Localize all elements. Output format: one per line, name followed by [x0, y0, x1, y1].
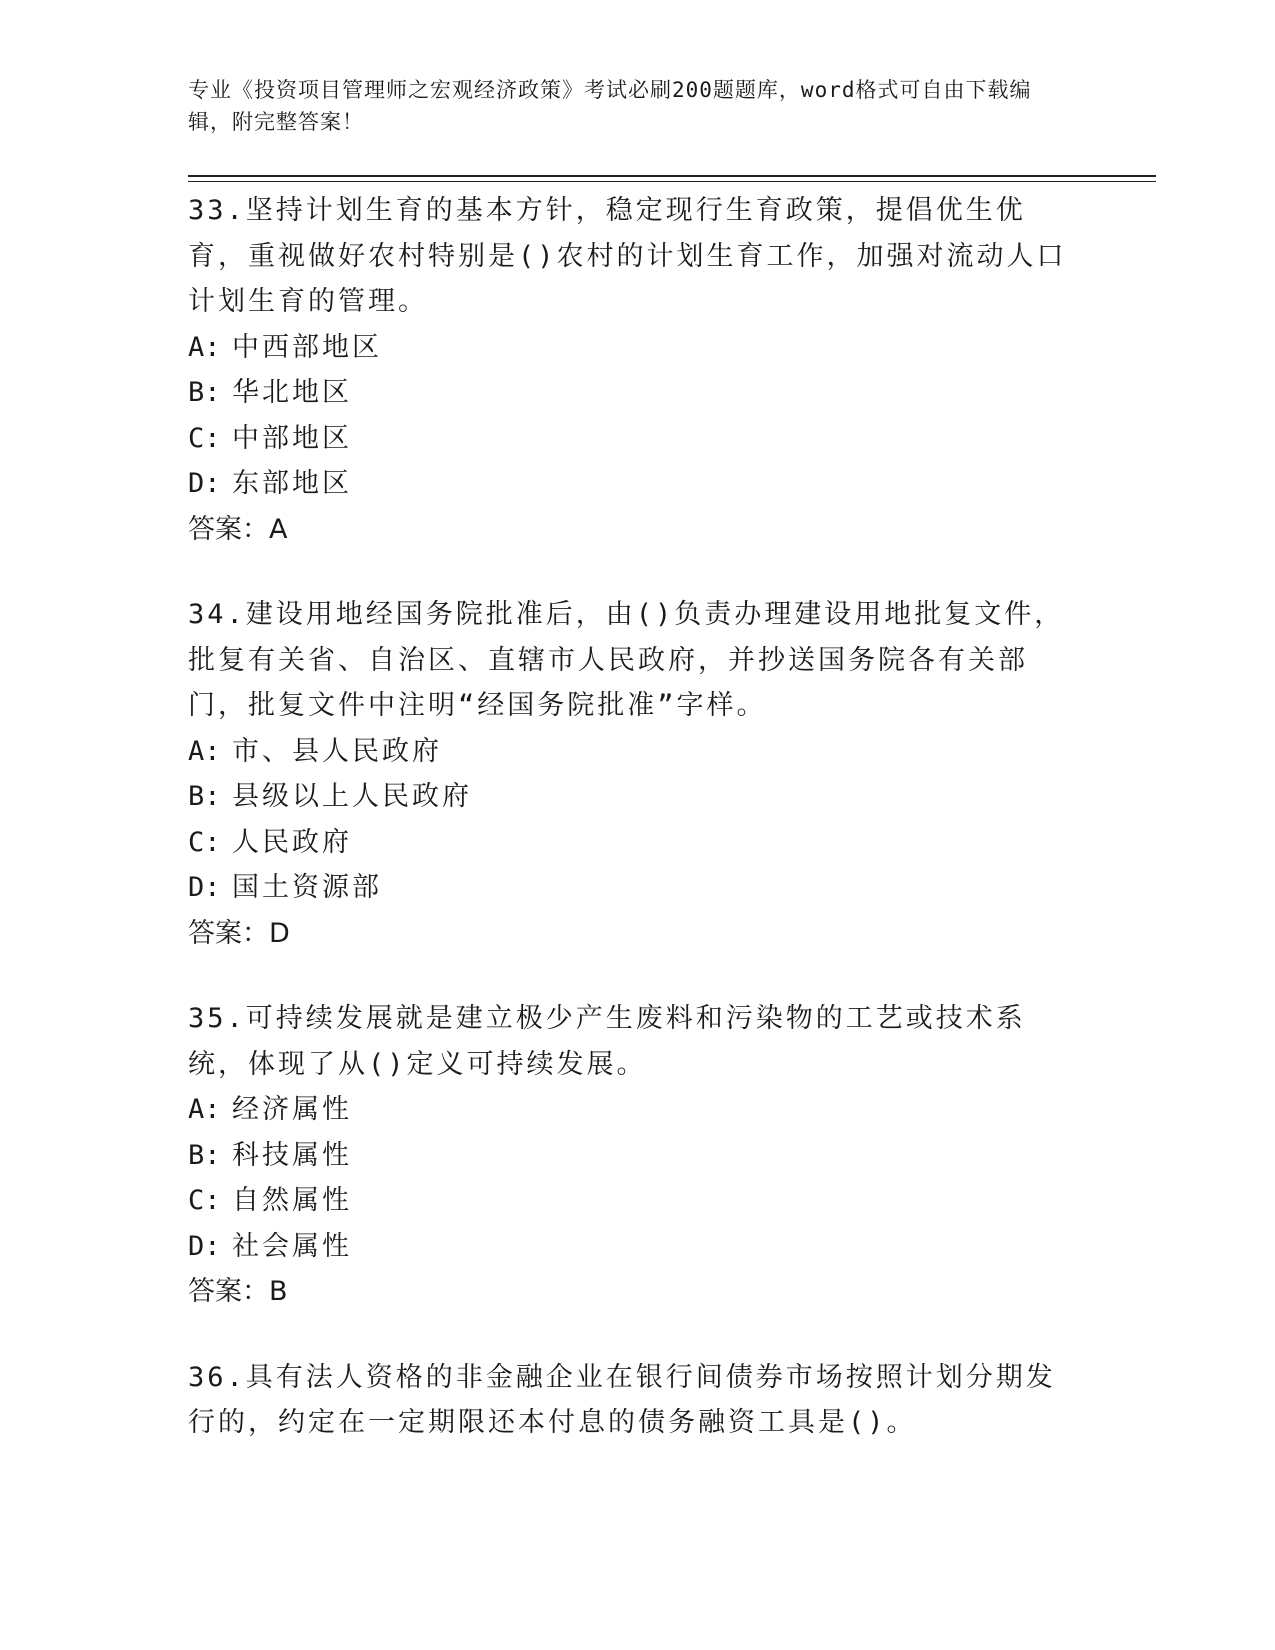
question-list — [188, 188, 1078, 1486]
question-35 — [188, 996, 1078, 1315]
option-text: 经济属性 — [232, 1094, 352, 1125]
header-rule-thin — [188, 181, 1156, 182]
option-label: B: — [188, 1139, 221, 1171]
option-c — [188, 1178, 1078, 1224]
option-label: C: — [188, 826, 221, 858]
option-label: C: — [188, 422, 221, 454]
option-label: A: — [188, 1094, 221, 1125]
option-label: B: — [188, 377, 221, 408]
option-label: D: — [188, 1230, 221, 1262]
option-a — [188, 729, 1078, 775]
answer-value: B — [269, 1276, 288, 1307]
option-a — [188, 325, 1078, 371]
option-c — [188, 820, 1078, 866]
option-d — [188, 461, 1078, 507]
question-33 — [188, 188, 1078, 552]
option-text: 中部地区 — [232, 422, 352, 454]
answer-value: D — [269, 917, 290, 949]
option-d — [188, 1224, 1078, 1270]
option-text: 自然属性 — [232, 1185, 352, 1216]
answer-line — [188, 507, 1078, 553]
option-c — [188, 416, 1078, 462]
option-text: 社会属性 — [232, 1230, 352, 1262]
answer-line — [188, 1269, 1078, 1315]
option-label: B: — [188, 781, 221, 812]
question-stem: 36.具有法人资格的非金融企业在银行间债券市场按照计划分期发行的，约定在一定期限还本付息的债务融资工具是()。 — [188, 1361, 1056, 1438]
answer-prefix: 答案： — [188, 917, 269, 949]
option-text: 市、县人民政府 — [232, 735, 442, 767]
option-label: D: — [188, 468, 221, 499]
option-text: 东部地区 — [232, 468, 352, 499]
option-label: C: — [188, 1185, 221, 1216]
option-b — [188, 1133, 1078, 1179]
answer-prefix: 答案： — [188, 513, 269, 545]
option-text: 科技属性 — [232, 1139, 352, 1171]
option-b — [188, 774, 1078, 820]
answer-value: A — [269, 513, 288, 545]
option-text: 华北地区 — [232, 377, 352, 408]
question-stem: 34.建设用地经国务院批准后，由()负责办理建设用地批复文件，批复有关省、自治区、直辖市人民政府，并抄送国务院各有关部门，批复文件中注明“经国务院批准”字样。 — [188, 599, 1065, 721]
answer-prefix: 答案： — [188, 1276, 269, 1307]
answer-line — [188, 911, 1078, 957]
option-a — [188, 1087, 1078, 1133]
option-label: D: — [188, 872, 221, 903]
question-34 — [188, 592, 1078, 956]
option-label: A: — [188, 331, 221, 363]
option-d — [188, 865, 1078, 911]
header-rule-thick — [188, 175, 1156, 177]
option-b — [188, 370, 1078, 416]
question-36 — [188, 1355, 1078, 1446]
option-text: 中西部地区 — [232, 331, 382, 363]
question-stem: 35.可持续发展就是建立极少产生废料和污染物的工艺或技术系统，体现了从()定义可持续发展。 — [188, 1003, 1026, 1080]
question-stem: 33.坚持计划生育的基本方针，稳定现行生育政策，提倡优生优育，重视做好农村特别是()农村的计划生育工作，加强对流动人口计划生育的管理。 — [188, 195, 1067, 317]
option-label: A: — [188, 735, 221, 767]
document-header: 专业《投资项目管理师之宏观经济政策》考试必刷200题题库，word格式可自由下载编辑，附完整答案！ — [188, 78, 1032, 134]
option-text: 人民政府 — [232, 826, 352, 858]
option-text: 县级以上人民政府 — [232, 781, 472, 812]
option-text: 国土资源部 — [232, 872, 382, 903]
